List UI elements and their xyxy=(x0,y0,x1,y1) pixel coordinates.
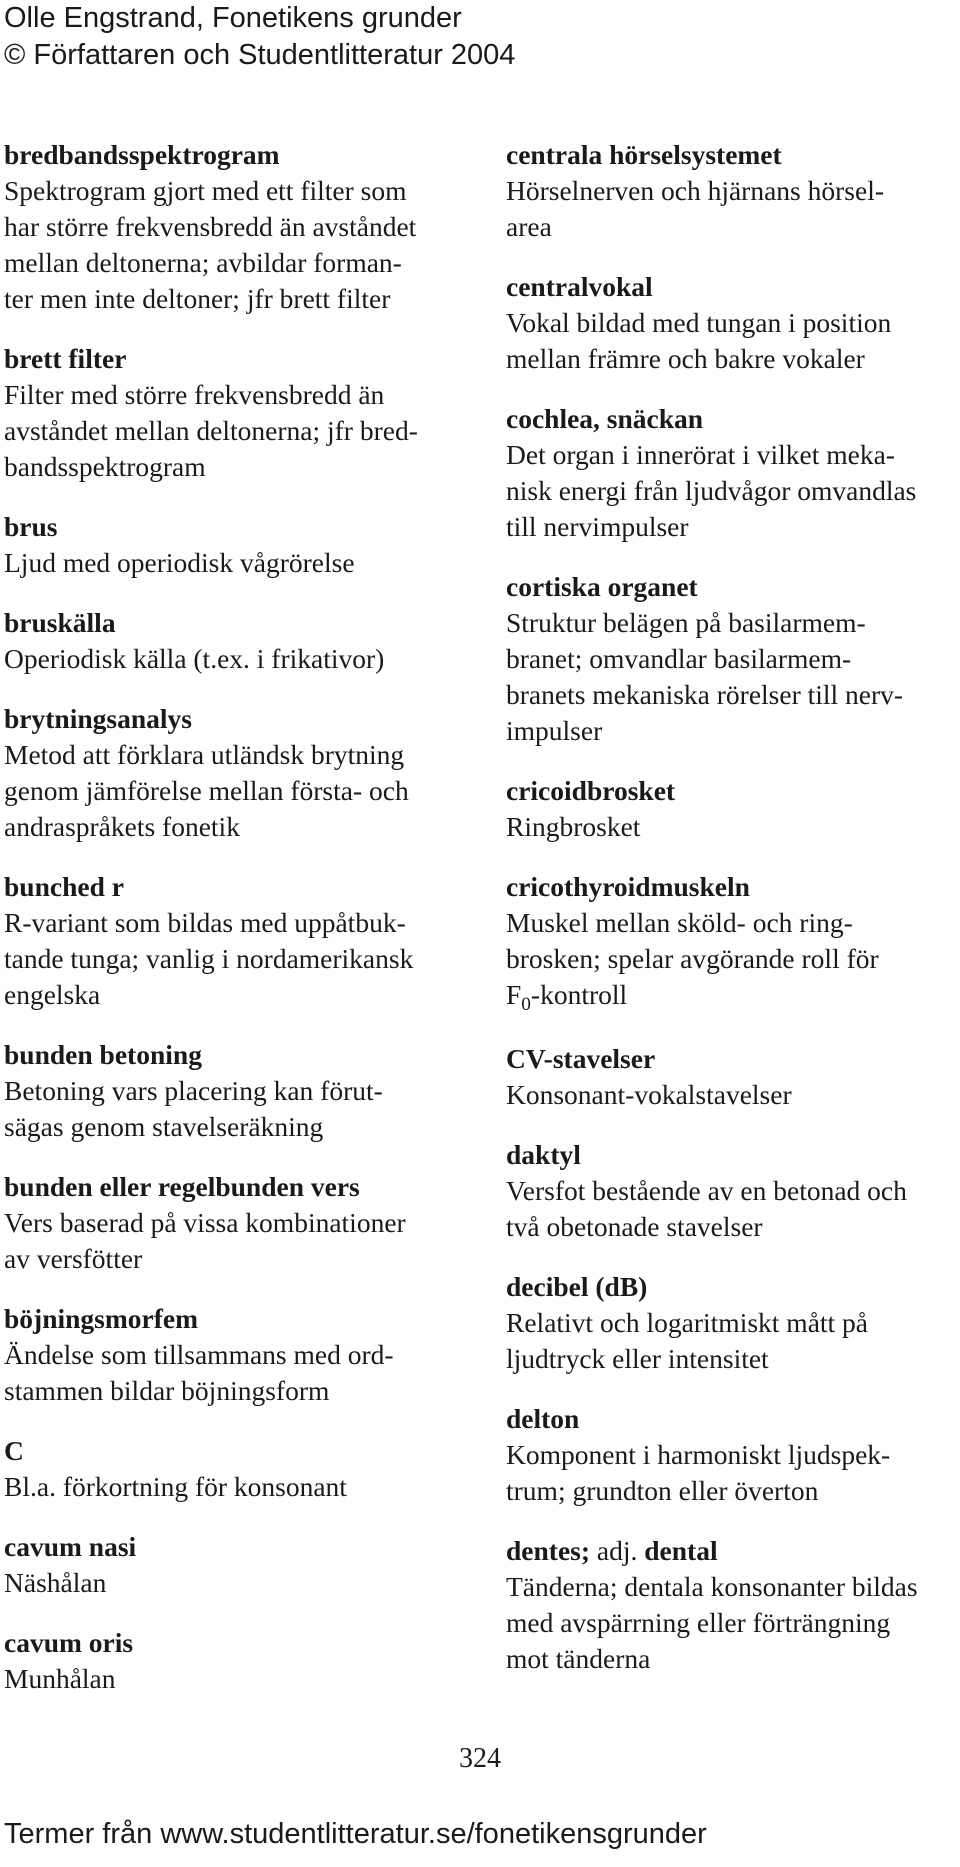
entry-definition xyxy=(4,1073,449,1145)
definition-line: Munhålan xyxy=(4,1663,116,1694)
glossary-entry xyxy=(4,1625,449,1697)
definition-line: brosken; spelar avgörande roll för xyxy=(506,943,879,974)
definition-line: Metod att förklara utländsk brytning xyxy=(4,739,405,770)
definition-line: ter men inte deltoner; jfr brett filter xyxy=(4,283,391,314)
definition-line: Hörselnerven och hjärnans hörsel- xyxy=(506,175,884,206)
definition-line: Spektrogram gjort med ett filter som xyxy=(4,175,407,206)
definition-line: R-variant som bildas med uppåtbuk- xyxy=(4,907,406,938)
entry-term: bredbandsspektrogram xyxy=(4,139,280,170)
entry-definition xyxy=(506,905,956,1017)
definition-line: area xyxy=(506,211,552,242)
glossary-entry xyxy=(4,869,449,1013)
entry-term: cavum oris xyxy=(4,1627,134,1658)
definition-line: mellan främre och bakre vokaler xyxy=(506,343,865,374)
definition-line: Operiodisk källa (t.ex. i frikativor) xyxy=(4,643,385,674)
glossary-entry xyxy=(506,401,956,545)
entry-definition xyxy=(506,173,956,245)
definition-line: mot tänderna xyxy=(506,1643,651,1674)
glossary-entry xyxy=(4,1037,449,1145)
definition-line: Versfot bestående av en betonad och xyxy=(506,1175,907,1206)
definition-line: Det organ i innerörat i vilket meka- xyxy=(506,439,895,470)
entry-term: brett filter xyxy=(4,343,127,374)
entry-term xyxy=(506,1533,956,1569)
definition-line: trum; grundton eller överton xyxy=(506,1475,819,1506)
entry-definition xyxy=(506,605,956,749)
glossary-entry xyxy=(4,1529,449,1601)
definition-line: Näshålan xyxy=(4,1567,107,1598)
definition-line: genom jämförelse mellan första- och xyxy=(4,775,409,806)
glossary-entry xyxy=(4,1169,449,1277)
glossary-entry xyxy=(4,701,449,845)
entry-term: bruskälla xyxy=(4,607,116,638)
f0-suffix: -kontroll xyxy=(530,979,628,1010)
entry-definition xyxy=(4,737,449,845)
entry-definition xyxy=(4,1661,449,1697)
definition-line: Tänderna; dentala konsonanter bildas xyxy=(506,1571,918,1602)
entry-term: böjningsmorfem xyxy=(4,1303,199,1334)
glossary-entry xyxy=(506,869,956,1017)
definition-line: Muskel mellan sköld- och ring- xyxy=(506,907,853,938)
glossary-entry xyxy=(4,341,449,485)
glossary-entry xyxy=(4,1433,449,1505)
definition-line xyxy=(506,977,956,1017)
entry-term: CV-stavelser xyxy=(506,1043,656,1074)
page-footer: Termer från www.studentlitteratur.se/fonetikensgrunder xyxy=(4,1818,707,1850)
entry-term-variant: dental xyxy=(644,1535,718,1566)
entry-term: centralvokal xyxy=(506,271,653,302)
definition-line: engelska xyxy=(4,979,101,1010)
entry-term: brytningsanalys xyxy=(4,703,192,734)
definition-line: tande tunga; vanlig i nordamerikansk xyxy=(4,943,414,974)
entry-term: bunden eller regelbunden vers xyxy=(4,1171,360,1202)
entry-definition xyxy=(506,305,956,377)
page-number: 324 xyxy=(459,1743,501,1774)
entry-term: cricothyroidmuskeln xyxy=(506,871,750,902)
definition-line: andraspråkets fonetik xyxy=(4,811,240,842)
glossary-entry xyxy=(506,1269,956,1377)
definition-line: Bl.a. förkortning för konsonant xyxy=(4,1471,347,1502)
entry-definition xyxy=(4,377,449,485)
glossary-entry xyxy=(4,605,449,677)
glossary-entry xyxy=(4,1301,449,1409)
entry-definition xyxy=(4,1337,449,1409)
page-header xyxy=(4,0,515,74)
glossary-entry xyxy=(506,269,956,377)
glossary-entry xyxy=(506,1137,956,1245)
definition-line: Struktur belägen på basilarmem- xyxy=(506,607,866,638)
definition-line: med avspärrning eller förträngning xyxy=(506,1607,891,1638)
entry-definition xyxy=(4,173,449,317)
definition-line: till nervimpulser xyxy=(506,511,689,542)
glossary-entry xyxy=(506,1041,956,1113)
entry-term: delton xyxy=(506,1403,580,1434)
definition-line: branets mekaniska rörelser till nerv- xyxy=(506,679,904,710)
entry-term: cochlea, snäckan xyxy=(506,403,704,434)
entry-term: decibel (dB) xyxy=(506,1271,648,1302)
entry-definition xyxy=(506,437,956,545)
glossary-entry xyxy=(4,509,449,581)
entry-definition xyxy=(506,1305,956,1377)
entry-term: cricoidbrosket xyxy=(506,775,676,806)
glossary-entry xyxy=(4,137,449,317)
definition-line: av versfötter xyxy=(4,1243,143,1274)
glossary-entry xyxy=(506,137,956,245)
definition-line: Filter med större frekvensbredd än xyxy=(4,379,385,410)
definition-line: har större frekvensbredd än avståndet xyxy=(4,211,417,242)
entry-term: bunden betoning xyxy=(4,1039,202,1070)
definition-line: Relativt och logaritmiskt mått på xyxy=(506,1307,869,1338)
header-author-title: Olle Engstrand, Fonetikens grunder xyxy=(4,2,462,34)
definition-line: stammen bildar böjningsform xyxy=(4,1375,330,1406)
entry-definition xyxy=(506,809,956,845)
f0-symbol: F xyxy=(506,979,522,1010)
entry-definition xyxy=(506,1437,956,1509)
entry-term: centrala hörselsystemet xyxy=(506,139,782,170)
entry-term: bunched r xyxy=(4,871,124,902)
entry-definition xyxy=(4,1469,449,1505)
glossary-entry xyxy=(506,1533,956,1677)
entry-term: brus xyxy=(4,511,58,542)
glossary-entry xyxy=(506,1401,956,1509)
glossary-left-column xyxy=(4,137,449,1721)
definition-line: ljudtryck eller intensitet xyxy=(506,1343,769,1374)
entry-term: cortiska organet xyxy=(506,571,698,602)
definition-line: Ringbrosket xyxy=(506,811,641,842)
definition-line: impulser xyxy=(506,715,603,746)
entry-definition xyxy=(506,1569,956,1677)
entry-term-main: dentes; xyxy=(506,1535,591,1566)
definition-line: Vokal bildad med tungan i position xyxy=(506,307,892,338)
entry-definition xyxy=(4,641,449,677)
glossary-entry xyxy=(506,569,956,749)
definition-line: avståndet mellan deltonerna; jfr bred- xyxy=(4,415,418,446)
entry-definition xyxy=(4,1205,449,1277)
definition-line: Betoning vars placering kan förut- xyxy=(4,1075,383,1106)
f0-subscript: 0 xyxy=(521,993,531,1015)
header-copyright: © Författaren och Studentlitteratur 2004 xyxy=(4,39,516,71)
entry-term: C xyxy=(4,1435,24,1466)
definition-line: Vers baserad på vissa kombinationer xyxy=(4,1207,406,1238)
entry-term-abbrev: adj. xyxy=(590,1535,645,1566)
definition-line: branet; omvandlar basilarmem- xyxy=(506,643,852,674)
definition-line: två obetonade stavelser xyxy=(506,1211,763,1242)
entry-definition xyxy=(4,905,449,1013)
definition-line: bandsspektrogram xyxy=(4,451,206,482)
definition-line: Konsonant-vokalstavelser xyxy=(506,1079,792,1110)
definition-line: sägas genom stavelseräkning xyxy=(4,1111,324,1142)
definition-line: mellan deltonerna; avbildar forman- xyxy=(4,247,402,278)
definition-line: Ljud med operiodisk vågrörelse xyxy=(4,547,355,578)
entry-term: daktyl xyxy=(506,1139,581,1170)
entry-definition xyxy=(4,1565,449,1601)
entry-definition xyxy=(506,1173,956,1245)
entry-definition xyxy=(4,545,449,581)
definition-line: Komponent i harmoniskt ljudspek- xyxy=(506,1439,891,1470)
definition-line: nisk energi från ljudvågor omvandlas xyxy=(506,475,917,506)
definition-line: Ändelse som tillsammans med ord- xyxy=(4,1339,394,1370)
glossary-right-column xyxy=(506,137,956,1701)
glossary-entry xyxy=(506,773,956,845)
entry-definition xyxy=(506,1077,956,1113)
entry-term: cavum nasi xyxy=(4,1531,137,1562)
